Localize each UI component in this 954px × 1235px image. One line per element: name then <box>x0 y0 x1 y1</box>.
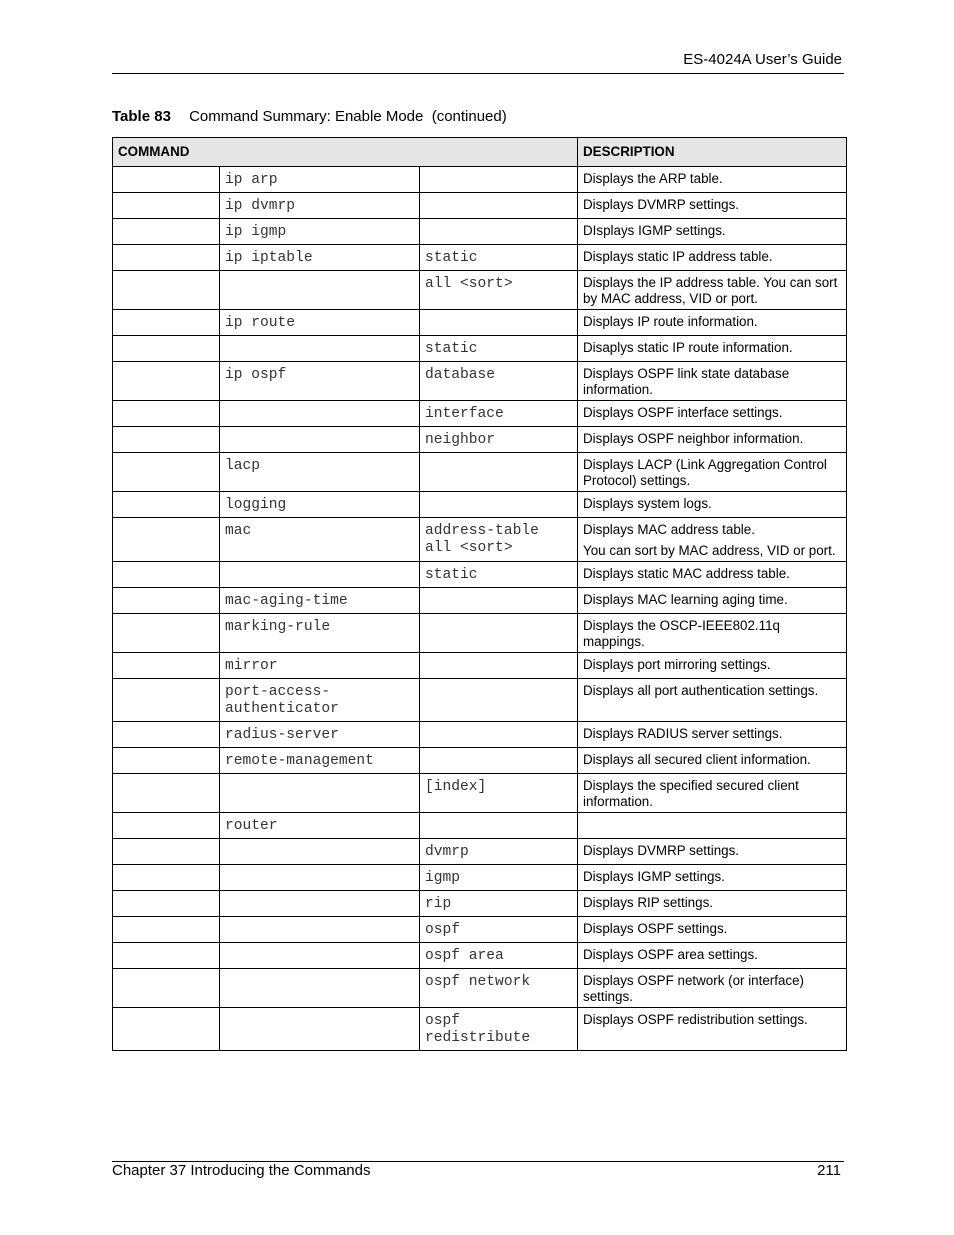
command-cell <box>113 245 220 271</box>
option-cell <box>420 748 578 774</box>
command-cell <box>113 943 220 969</box>
subcommand-cell <box>220 1008 420 1051</box>
subcommand-cell <box>220 774 420 813</box>
subcommand-cell <box>220 891 420 917</box>
table-row <box>113 839 847 865</box>
command-cell <box>113 774 220 813</box>
option-cell: database <box>420 362 578 401</box>
option-cell: ospf redistribute <box>420 1008 578 1051</box>
description-cell <box>578 271 847 310</box>
table-row <box>113 310 847 336</box>
description-text: Displays the ARP table. <box>583 171 723 186</box>
description-text: Disaplys static IP route information. <box>583 340 793 355</box>
table-row <box>113 943 847 969</box>
description-cell <box>578 310 847 336</box>
description-note: You can sort by MAC address, VID or port. <box>583 542 836 558</box>
option-cell <box>420 614 578 653</box>
description-text: Displays the specified secured client information. <box>583 778 799 809</box>
command-cell <box>113 839 220 865</box>
option-cell: address-table all <sort> <box>420 518 578 562</box>
subcommand-cell: ip dvmrp <box>220 193 420 219</box>
subcommand-cell <box>220 562 420 588</box>
description-text: Displays DVMRP settings. <box>583 197 740 212</box>
subcommand-cell: remote-management <box>220 748 420 774</box>
description-text: Displays MAC learning aging time. <box>583 592 788 607</box>
command-cell <box>113 679 220 722</box>
subcommand-cell: mac <box>220 518 420 562</box>
description-text: Displays MAC address table. <box>583 522 755 537</box>
command-cell <box>113 219 220 245</box>
description-cell <box>578 839 847 865</box>
subcommand-cell <box>220 839 420 865</box>
command-cell <box>113 336 220 362</box>
command-cell <box>113 453 220 492</box>
table-row <box>113 562 847 588</box>
table-row <box>113 518 847 562</box>
description-text: Displays OSPF settings. <box>583 921 728 936</box>
option-cell <box>420 193 578 219</box>
description-text: Displays port mirroring settings. <box>583 657 771 672</box>
option-cell <box>420 679 578 722</box>
subcommand-cell <box>220 336 420 362</box>
table-caption <box>112 108 507 125</box>
option-cell <box>420 453 578 492</box>
table-row <box>113 167 847 193</box>
description-cell <box>578 362 847 401</box>
command-cell <box>113 167 220 193</box>
subcommand-cell: mirror <box>220 653 420 679</box>
description-cell <box>578 748 847 774</box>
description-cell <box>578 679 847 722</box>
table-row <box>113 245 847 271</box>
option-cell: all <sort> <box>420 271 578 310</box>
description-text: Displays OSPF interface settings. <box>583 405 783 420</box>
command-cell <box>113 653 220 679</box>
option-cell <box>420 219 578 245</box>
description-text: Displays RIP settings. <box>583 895 713 910</box>
subcommand-cell: router <box>220 813 420 839</box>
description-text: Displays IP route information. <box>583 314 758 329</box>
table-row <box>113 748 847 774</box>
subcommand-cell: radius-server <box>220 722 420 748</box>
table-row <box>113 453 847 492</box>
table-row <box>113 219 847 245</box>
option-cell: ospf area <box>420 943 578 969</box>
description-cell <box>578 943 847 969</box>
description-cell <box>578 193 847 219</box>
table-row <box>113 969 847 1008</box>
table-row <box>113 193 847 219</box>
table-row <box>113 917 847 943</box>
option-cell <box>420 310 578 336</box>
command-cell <box>113 310 220 336</box>
option-cell: neighbor <box>420 427 578 453</box>
subcommand-cell: ip ospf <box>220 362 420 401</box>
subcommand-cell: mac-aging-time <box>220 588 420 614</box>
command-cell <box>113 427 220 453</box>
description-cell <box>578 336 847 362</box>
description-cell <box>578 865 847 891</box>
description-cell <box>578 774 847 813</box>
option-cell: static <box>420 562 578 588</box>
description-cell <box>578 891 847 917</box>
command-cell <box>113 748 220 774</box>
command-cell <box>113 193 220 219</box>
subcommand-cell: ip route <box>220 310 420 336</box>
table-row <box>113 1008 847 1051</box>
option-cell: [index] <box>420 774 578 813</box>
command-cell <box>113 813 220 839</box>
command-cell <box>113 969 220 1008</box>
subcommand-cell: port-access-authenticator <box>220 679 420 722</box>
option-cell: dvmrp <box>420 839 578 865</box>
table-row <box>113 865 847 891</box>
description-text: Displays OSPF link state database information. <box>583 366 790 397</box>
command-cell <box>113 865 220 891</box>
command-cell <box>113 362 220 401</box>
table-row <box>113 722 847 748</box>
subcommand-cell: ip iptable <box>220 245 420 271</box>
command-cell <box>113 492 220 518</box>
option-cell: igmp <box>420 865 578 891</box>
running-header: ES-4024A User’s Guide <box>683 51 842 68</box>
description-cell <box>578 813 847 839</box>
description-cell <box>578 453 847 492</box>
command-cell <box>113 891 220 917</box>
table-caption-text: Command Summary: Enable Mode (continued) <box>189 108 507 125</box>
table-row <box>113 588 847 614</box>
description-text: Displays DVMRP settings. <box>583 843 740 858</box>
header-divider <box>112 73 844 74</box>
subcommand-cell <box>220 401 420 427</box>
command-cell <box>113 722 220 748</box>
description-cell <box>578 427 847 453</box>
option-cell: ospf <box>420 917 578 943</box>
option-cell: interface <box>420 401 578 427</box>
subcommand-cell: ip igmp <box>220 219 420 245</box>
command-cell <box>113 518 220 562</box>
command-cell <box>113 588 220 614</box>
command-cell <box>113 271 220 310</box>
option-cell <box>420 722 578 748</box>
description-text: Displays the OSCP-IEEE802.11q mappings. <box>583 618 780 649</box>
table-header-row <box>113 138 847 167</box>
description-text: Displays static IP address table. <box>583 249 773 264</box>
subcommand-cell: ip arp <box>220 167 420 193</box>
description-cell <box>578 917 847 943</box>
option-cell <box>420 813 578 839</box>
subcommand-cell <box>220 271 420 310</box>
description-text: Displays OSPF network (or interface) settings. <box>583 973 805 1004</box>
table-row <box>113 774 847 813</box>
command-cell <box>113 614 220 653</box>
description-cell <box>578 518 847 562</box>
description-text: Displays system logs. <box>583 496 712 511</box>
table-row <box>113 679 847 722</box>
description-text: Displays the IP address table. You can sort by MAC address, VID or port. <box>583 275 838 306</box>
option-cell: static <box>420 245 578 271</box>
command-column-header: COMMAND <box>113 138 578 167</box>
table-row <box>113 891 847 917</box>
description-cell <box>578 722 847 748</box>
description-text: Displays all secured client information. <box>583 752 811 767</box>
command-summary-table <box>112 137 847 1051</box>
table-row <box>113 271 847 310</box>
table-row <box>113 653 847 679</box>
table-row <box>113 813 847 839</box>
description-text: Displays all port authentication settings. <box>583 683 819 698</box>
table-row <box>113 336 847 362</box>
option-cell <box>420 492 578 518</box>
description-text: Displays IGMP settings. <box>583 869 725 884</box>
subcommand-cell: marking-rule <box>220 614 420 653</box>
table-caption-label: Table 83 <box>112 108 171 125</box>
description-cell <box>578 1008 847 1051</box>
description-cell <box>578 562 847 588</box>
command-cell <box>113 1008 220 1051</box>
description-cell <box>578 245 847 271</box>
description-cell <box>578 614 847 653</box>
subcommand-cell <box>220 943 420 969</box>
option-cell <box>420 588 578 614</box>
description-cell <box>578 588 847 614</box>
command-cell <box>113 917 220 943</box>
option-cell: ospf network <box>420 969 578 1008</box>
subcommand-cell: logging <box>220 492 420 518</box>
footer-chapter: Chapter 37 Introducing the Commands <box>112 1162 371 1179</box>
command-cell <box>113 562 220 588</box>
option-cell: static <box>420 336 578 362</box>
description-column-header: DESCRIPTION <box>578 138 847 167</box>
description-text: Displays OSPF redistribution settings. <box>583 1012 808 1027</box>
description-cell <box>578 492 847 518</box>
description-text: Displays static MAC address table. <box>583 566 790 581</box>
description-text: Displays LACP (Link Aggregation Control Protocol) settings. <box>583 457 827 488</box>
description-cell <box>578 167 847 193</box>
description-text: Displays OSPF area settings. <box>583 947 758 962</box>
description-text: Displays OSPF neighbor information. <box>583 431 804 446</box>
description-text: DIsplays IGMP settings. <box>583 223 726 238</box>
option-cell <box>420 167 578 193</box>
description-cell <box>578 219 847 245</box>
table-row <box>113 427 847 453</box>
subcommand-cell <box>220 969 420 1008</box>
subcommand-cell <box>220 865 420 891</box>
subcommand-cell <box>220 427 420 453</box>
table-row <box>113 614 847 653</box>
description-text: Displays RADIUS server settings. <box>583 726 783 741</box>
description-cell <box>578 969 847 1008</box>
command-cell <box>113 401 220 427</box>
description-cell <box>578 653 847 679</box>
description-cell <box>578 401 847 427</box>
subcommand-cell: lacp <box>220 453 420 492</box>
table-row <box>113 492 847 518</box>
option-cell <box>420 653 578 679</box>
table-row <box>113 362 847 401</box>
subcommand-cell <box>220 917 420 943</box>
option-cell: rip <box>420 891 578 917</box>
table-row <box>113 401 847 427</box>
page-number: 211 <box>817 1162 841 1179</box>
